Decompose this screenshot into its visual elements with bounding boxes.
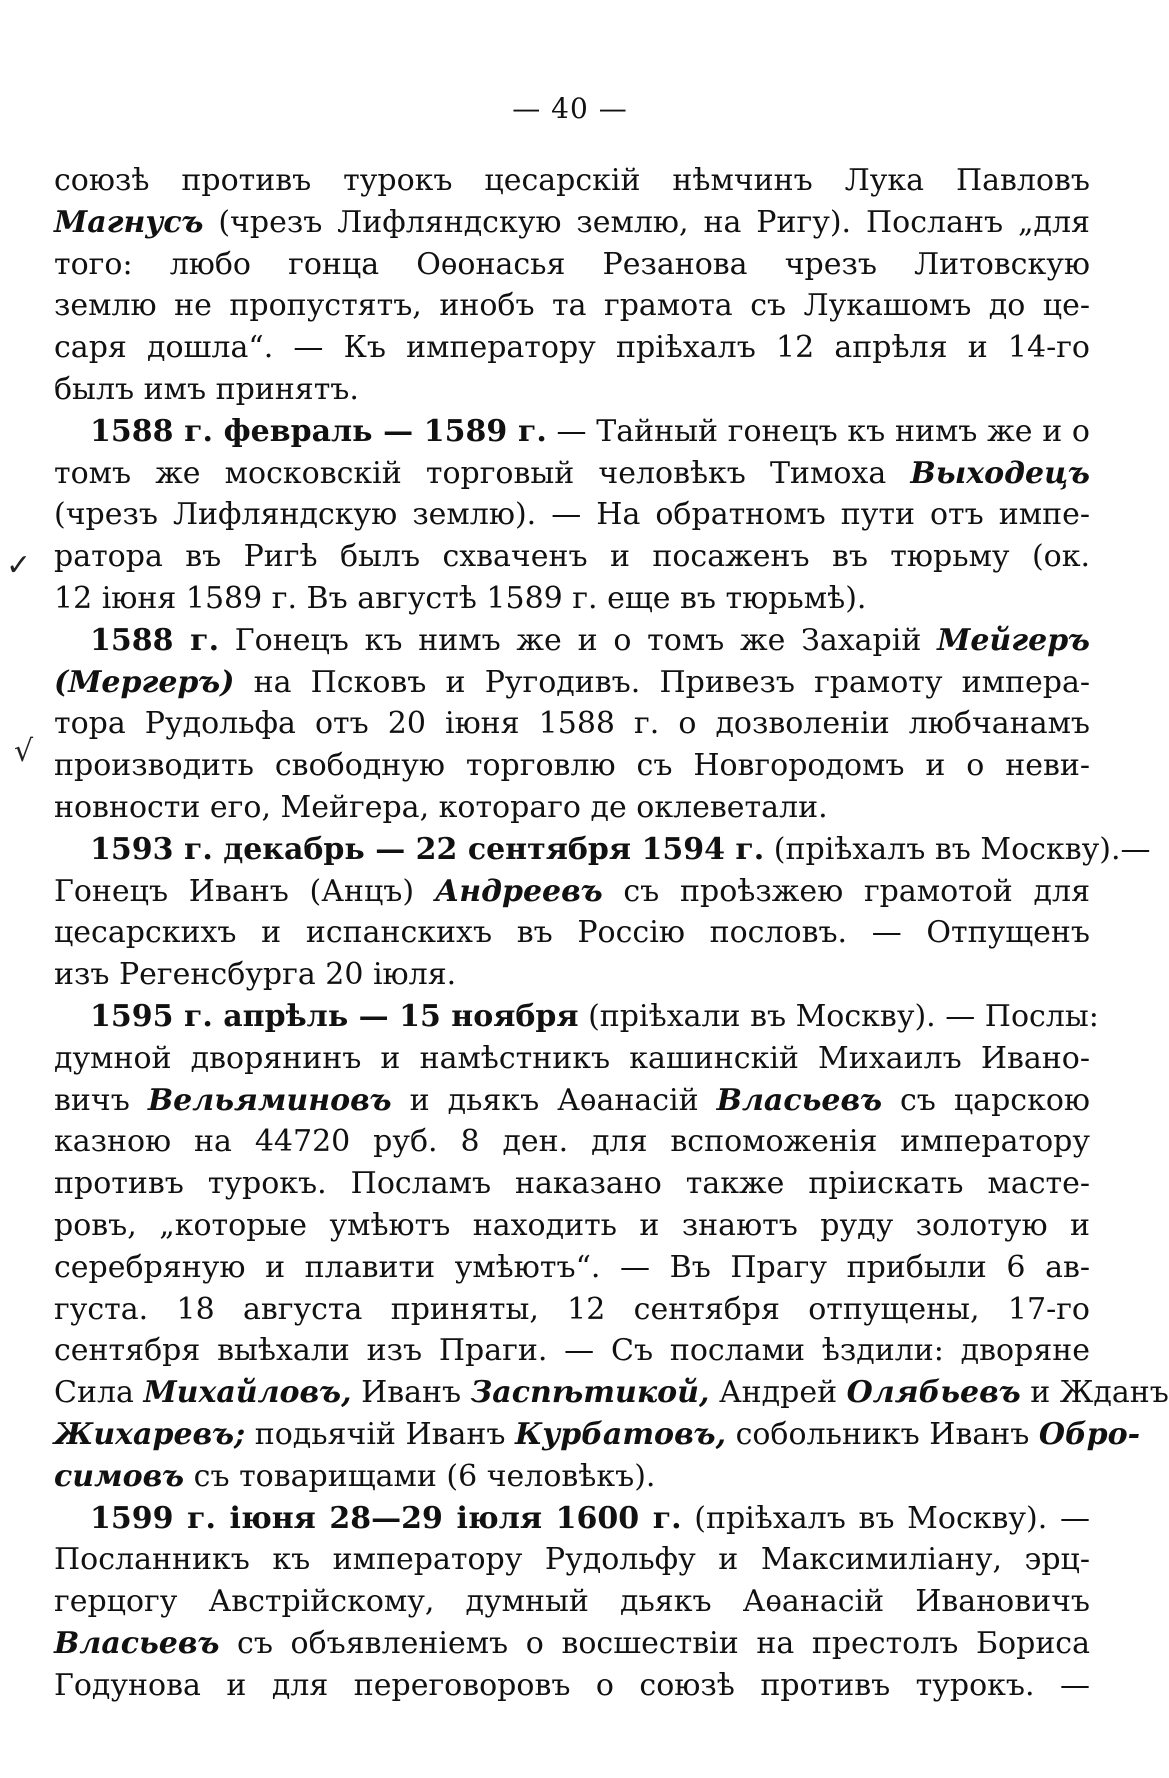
text-line: 12 іюня 1589 г. Въ августѣ 1589 г. еще въ тюрьмѣ). [54, 580, 867, 616]
text-line: думной дворянинъ и намѣстникъ кашинскій Михаилъ Ивано- [54, 1040, 1090, 1076]
text-line: вичъ Вельяминовъ и дьякъ Аѳанасій Власьевъ съ царскою [54, 1082, 1091, 1118]
page-number: — 40 — [512, 92, 628, 125]
text-line: противъ турокъ. Посламъ наказано также пріискать масте- [54, 1166, 1090, 1202]
text-line: Посланникъ къ императору Рудольфу и Максимиліану, эрц- [54, 1542, 1090, 1578]
text-line: Годунова и для переговоровъ о союзѣ противъ турокъ. — [54, 1667, 1090, 1703]
text-line: саря дошла“. — Къ императору пріѣхалъ 12 апрѣля и 14-го [54, 330, 1090, 366]
text-line: новности его, Мейгера, котораго де оклеветали. [54, 789, 828, 825]
text-line: изъ Регенсбурга 20 іюля. [54, 957, 457, 993]
text-line: казною на 44720 руб. 8 ден. для вспоможенія императору [54, 1124, 1090, 1160]
text-line: симовъ съ товарищами (6 человѣкъ). [54, 1458, 656, 1494]
text-line: тора Рудольфа отъ 20 іюня 1588 г. о дозволеніи любчанамъ [54, 706, 1090, 742]
text-line: 1595 г. апрѣль — 15 ноября (пріѣхали въ Москву). — Послы: [90, 998, 1099, 1034]
text-line: (Мергеръ) на Псковъ и Ругодивъ. Привезъ грамоту импера- [54, 664, 1090, 700]
text-line: Сила Михайловъ, Иванъ Заспѣтикой, Андрей Олябьевъ и Жданъ [54, 1375, 1169, 1411]
text-line: Власьевъ съ объявленіемъ о восшествіи на престолъ Бориса [54, 1625, 1090, 1661]
text-line: (чрезъ Лифляндскую землю). — На обратномъ пути отъ импе- [54, 497, 1090, 533]
text-line: серебряную и плавити умѣютъ“. — Въ Прагу прибыли 6 ав- [54, 1249, 1090, 1285]
text-line: густа. 18 августа приняты, 12 сентября отпущены, 17-го [54, 1291, 1090, 1327]
text-line: цесарскихъ и испанскихъ въ Россію пословъ. — Отпущенъ [54, 915, 1090, 951]
text-line: герцогу Австрійскому, думный дьякъ Аѳанасій Ивановичъ [54, 1584, 1090, 1620]
text-line: былъ имъ принятъ. [54, 371, 359, 407]
text-line: Гонецъ Иванъ (Анцъ) Андреевъ съ проѣзжею грамотой для [54, 873, 1091, 909]
text-line: союзѣ противъ турокъ цесарскій нѣмчинъ Лука Павловъ [54, 163, 1090, 198]
text-line: 1593 г. декабрь — 22 сентября 1594 г. (пріѣхалъ въ Москву).— [90, 831, 1151, 867]
text-line: ратора въ Ригѣ былъ схваченъ и посаженъ въ тюрьму (ок. [54, 539, 1090, 575]
text-line: Магнусъ (чрезъ Лифляндскую землю, на Ригу). Посланъ „для [54, 204, 1090, 240]
text-line: ровъ, „которые умѣютъ находить и знаютъ руду золотую и [54, 1207, 1090, 1243]
text-line: сентября выѣхали изъ Праги. — Съ послами ѣздили: дворяне [54, 1333, 1090, 1369]
text-line: землю не пропустятъ, инобъ та грамота съ Лукашомъ до це- [54, 288, 1090, 324]
text-line: производить свободную торговлю съ Новгородомъ и о неви- [54, 748, 1090, 784]
text-line: того: любо гонца Оѳонасья Резанова чрезъ Литовскую [54, 246, 1090, 282]
text-line: 1599 г. іюня 28—29 іюля 1600 г. (пріѣхалъ въ Москву). — [90, 1500, 1090, 1536]
check-mark-icon: √ [14, 734, 34, 769]
text-body [54, 160, 1169, 1706]
text-line: Жихаревъ; подьячій Иванъ Курбатовъ, собольникъ Иванъ Обро- [54, 1416, 1141, 1452]
check-mark-icon: ✓ [6, 548, 32, 583]
text-line: томъ же московскій торговый человѣкъ Тимоха Выходецъ [54, 455, 1090, 491]
text-line: 1588 г. февраль — 1589 г. — Тайный гонецъ къ нимъ же и о [90, 413, 1090, 449]
text-line: 1588 г. Гонецъ къ нимъ же и о томъ же Захарій Мейгеръ [90, 622, 1090, 658]
